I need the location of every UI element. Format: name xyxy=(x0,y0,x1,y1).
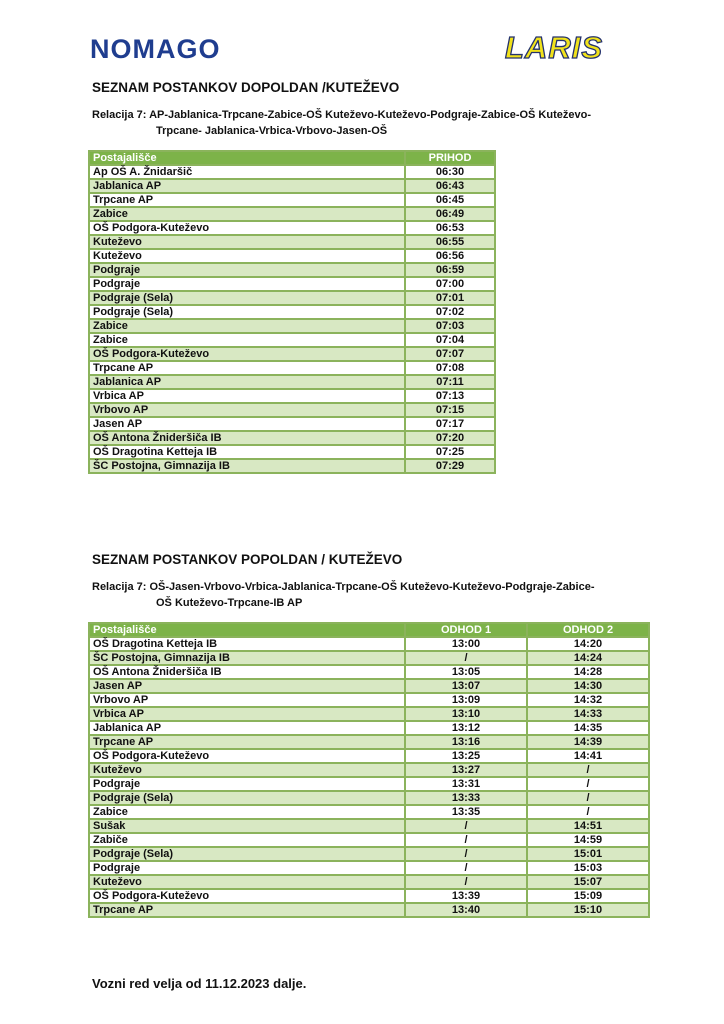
time-cell: 13:00 xyxy=(405,637,527,651)
validity-note: Vozni red velja od 11.12.2023 dalje. xyxy=(92,976,307,991)
table-row xyxy=(89,847,649,861)
time-cell: 15:07 xyxy=(527,875,649,889)
time-cell: 06:43 xyxy=(405,179,495,193)
stop-name-cell: Podgraje xyxy=(89,861,405,875)
afternoon-relation xyxy=(92,579,594,611)
column-header-stop: Postajališče xyxy=(89,623,405,637)
table-row xyxy=(89,249,495,263)
time-cell: 07:01 xyxy=(405,291,495,305)
stop-name-cell: OŠ Dragotina Ketteja IB xyxy=(89,637,405,651)
time-cell: 13:10 xyxy=(405,707,527,721)
time-cell: 13:07 xyxy=(405,679,527,693)
table-row xyxy=(89,375,495,389)
table-row xyxy=(89,693,649,707)
stop-name-cell: OŠ Podgora-Kuteževo xyxy=(89,749,405,763)
afternoon-relation-line1: Relacija 7: OŠ-Jasen-Vrbovo-Vrbica-Jablanica-Trpcane-OŠ Kuteževo-Kuteževo-Podgraje-Zabice- xyxy=(92,581,595,593)
table-row xyxy=(89,679,649,693)
afternoon-timetable xyxy=(88,622,650,918)
stop-name-cell: Podgraje xyxy=(89,777,405,791)
stop-name-cell: Ap OŠ A. Žnidaršič xyxy=(89,165,405,179)
stop-name-cell: Vrbica AP xyxy=(89,707,405,721)
morning-relation-line2: Trpcane- Jablanica-Vrbica-Vrbovo-Jasen-OŠ xyxy=(156,125,388,137)
time-cell: 14:30 xyxy=(527,679,649,693)
table-row xyxy=(89,833,649,847)
table-row xyxy=(89,805,649,819)
table-row xyxy=(89,431,495,445)
stop-name-cell: Vrbovo AP xyxy=(89,693,405,707)
time-cell: 14:59 xyxy=(527,833,649,847)
stop-name-cell: OŠ Podgora-Kuteževo xyxy=(89,889,405,903)
time-cell: 06:55 xyxy=(405,235,495,249)
stop-name-cell: ŠC Postojna, Gimnazija IB xyxy=(89,651,405,665)
table-row xyxy=(89,361,495,375)
time-cell: 07:07 xyxy=(405,347,495,361)
stop-name-cell: Podgraje (Sela) xyxy=(89,791,405,805)
time-cell: 07:08 xyxy=(405,361,495,375)
stop-name-cell: Kuteževo xyxy=(89,249,405,263)
table-row xyxy=(89,861,649,875)
time-cell: 13:40 xyxy=(405,903,527,917)
morning-title: SEZNAM POSTANKOV DOPOLDAN /KUTEŽEVO xyxy=(92,80,400,95)
time-cell: 14:35 xyxy=(527,721,649,735)
stop-name-cell: Kuteževo xyxy=(89,875,405,889)
table-row xyxy=(89,403,495,417)
table-row xyxy=(89,165,495,179)
time-cell: 06:56 xyxy=(405,249,495,263)
column-header-arrival: PRIHOD xyxy=(405,151,495,165)
time-cell: 07:00 xyxy=(405,277,495,291)
stop-name-cell: Trpcane AP xyxy=(89,903,405,917)
stop-name-cell: Podgraje (Sela) xyxy=(89,847,405,861)
time-cell: 15:01 xyxy=(527,847,649,861)
table-row xyxy=(89,749,649,763)
table-row xyxy=(89,889,649,903)
stop-name-cell: Zabice xyxy=(89,805,405,819)
time-cell: 06:53 xyxy=(405,221,495,235)
table-row xyxy=(89,235,495,249)
stop-name-cell: Jablanica AP xyxy=(89,375,405,389)
time-cell: / xyxy=(405,861,527,875)
time-cell: 06:45 xyxy=(405,193,495,207)
stop-name-cell: OŠ Dragotina Ketteja IB xyxy=(89,445,405,459)
time-cell: 14:28 xyxy=(527,665,649,679)
stop-name-cell: Kuteževo xyxy=(89,235,405,249)
table-row xyxy=(89,875,649,889)
table-row xyxy=(89,305,495,319)
table-row xyxy=(89,221,495,235)
time-cell: 13:39 xyxy=(405,889,527,903)
nomago-logo: NOMAGO xyxy=(90,34,221,64)
table-header-row xyxy=(89,623,649,637)
stop-name-cell: Zabice xyxy=(89,319,405,333)
stop-name-cell: Sušak xyxy=(89,819,405,833)
time-cell: / xyxy=(405,651,527,665)
stop-name-cell: Trpcane AP xyxy=(89,735,405,749)
table-row xyxy=(89,819,649,833)
time-cell: 06:30 xyxy=(405,165,495,179)
stop-name-cell: OŠ Podgora-Kuteževo xyxy=(89,347,405,361)
table-row xyxy=(89,651,649,665)
time-cell: / xyxy=(527,777,649,791)
time-cell: 07:11 xyxy=(405,375,495,389)
time-cell: 14:32 xyxy=(527,693,649,707)
table-row xyxy=(89,665,649,679)
stop-name-cell: Podgraje xyxy=(89,277,405,291)
laris-logo: LARIS xyxy=(505,30,603,65)
morning-relation-line1: Relacija 7: AP-Jablanica-Trpcane-Zabice-OŠ Kuteževo-Kuteževo-Podgraje-Zabice-OŠ Kuteževo- xyxy=(92,109,591,121)
time-cell: 13:16 xyxy=(405,735,527,749)
table-row xyxy=(89,707,649,721)
stop-name-cell: Zabice xyxy=(89,207,405,221)
time-cell: 14:24 xyxy=(527,651,649,665)
column-header-departure-1: ODHOD 1 xyxy=(405,623,527,637)
stop-name-cell: Jablanica AP xyxy=(89,179,405,193)
table-row xyxy=(89,207,495,221)
table-row xyxy=(89,319,495,333)
table-row xyxy=(89,263,495,277)
stop-name-cell: Jablanica AP xyxy=(89,721,405,735)
time-cell: 07:25 xyxy=(405,445,495,459)
stop-name-cell: Vrbica AP xyxy=(89,389,405,403)
stop-name-cell: Podgraje (Sela) xyxy=(89,291,405,305)
column-header-stop: Postajališče xyxy=(89,151,405,165)
time-cell: 07:17 xyxy=(405,417,495,431)
table-row xyxy=(89,389,495,403)
time-cell: 13:35 xyxy=(405,805,527,819)
time-cell: 07:15 xyxy=(405,403,495,417)
time-cell: 06:49 xyxy=(405,207,495,221)
table-row xyxy=(89,417,495,431)
time-cell: 13:27 xyxy=(405,763,527,777)
stop-name-cell: OŠ Podgora-Kuteževo xyxy=(89,221,405,235)
table-row xyxy=(89,445,495,459)
stop-name-cell: Kuteževo xyxy=(89,763,405,777)
table-row xyxy=(89,903,649,917)
stop-name-cell: OŠ Antona Žnideršiča IB xyxy=(89,431,405,445)
table-header-row xyxy=(89,151,495,165)
table-row xyxy=(89,347,495,361)
stop-name-cell: Trpcane AP xyxy=(89,361,405,375)
time-cell: / xyxy=(405,833,527,847)
time-cell: / xyxy=(527,791,649,805)
time-cell: 07:29 xyxy=(405,459,495,473)
time-cell: / xyxy=(405,819,527,833)
morning-relation xyxy=(92,107,591,139)
time-cell: 13:25 xyxy=(405,749,527,763)
stop-name-cell: ŠC Postojna, Gimnazija IB xyxy=(89,459,405,473)
time-cell: 13:09 xyxy=(405,693,527,707)
time-cell: 14:33 xyxy=(527,707,649,721)
time-cell: 14:51 xyxy=(527,819,649,833)
time-cell: 14:41 xyxy=(527,749,649,763)
stop-name-cell: Jasen AP xyxy=(89,679,405,693)
time-cell: 15:10 xyxy=(527,903,649,917)
table-row xyxy=(89,193,495,207)
table-row xyxy=(89,333,495,347)
stop-name-cell: Podgraje xyxy=(89,263,405,277)
afternoon-relation-line2: OŠ Kuteževo-Trpcane-IB AP xyxy=(156,597,303,609)
stop-name-cell: Trpcane AP xyxy=(89,193,405,207)
table-row xyxy=(89,459,495,473)
time-cell: 07:02 xyxy=(405,305,495,319)
time-cell: 13:33 xyxy=(405,791,527,805)
table-row xyxy=(89,721,649,735)
time-cell: 15:03 xyxy=(527,861,649,875)
column-header-departure-2: ODHOD 2 xyxy=(527,623,649,637)
morning-timetable xyxy=(88,150,496,474)
time-cell: 07:20 xyxy=(405,431,495,445)
table-row xyxy=(89,179,495,193)
stop-name-cell: Zabice xyxy=(89,333,405,347)
stop-name-cell: Zabiče xyxy=(89,833,405,847)
table-row xyxy=(89,277,495,291)
time-cell: 07:04 xyxy=(405,333,495,347)
table-row xyxy=(89,791,649,805)
afternoon-title: SEZNAM POSTANKOV POPOLDAN / KUTEŽEVO xyxy=(92,552,403,567)
table-row xyxy=(89,291,495,305)
table-row xyxy=(89,763,649,777)
stop-name-cell: Jasen AP xyxy=(89,417,405,431)
table-row xyxy=(89,777,649,791)
time-cell: 07:13 xyxy=(405,389,495,403)
stop-name-cell: Podgraje (Sela) xyxy=(89,305,405,319)
stop-name-cell: OŠ Antona Žnideršiča IB xyxy=(89,665,405,679)
time-cell: / xyxy=(527,805,649,819)
time-cell: 13:05 xyxy=(405,665,527,679)
time-cell: 13:12 xyxy=(405,721,527,735)
time-cell: 15:09 xyxy=(527,889,649,903)
time-cell: 06:59 xyxy=(405,263,495,277)
table-row xyxy=(89,735,649,749)
time-cell: 13:31 xyxy=(405,777,527,791)
stop-name-cell: Vrbovo AP xyxy=(89,403,405,417)
time-cell: 14:20 xyxy=(527,637,649,651)
time-cell: / xyxy=(527,763,649,777)
table-row xyxy=(89,637,649,651)
time-cell: / xyxy=(405,847,527,861)
time-cell: 07:03 xyxy=(405,319,495,333)
time-cell: / xyxy=(405,875,527,889)
time-cell: 14:39 xyxy=(527,735,649,749)
